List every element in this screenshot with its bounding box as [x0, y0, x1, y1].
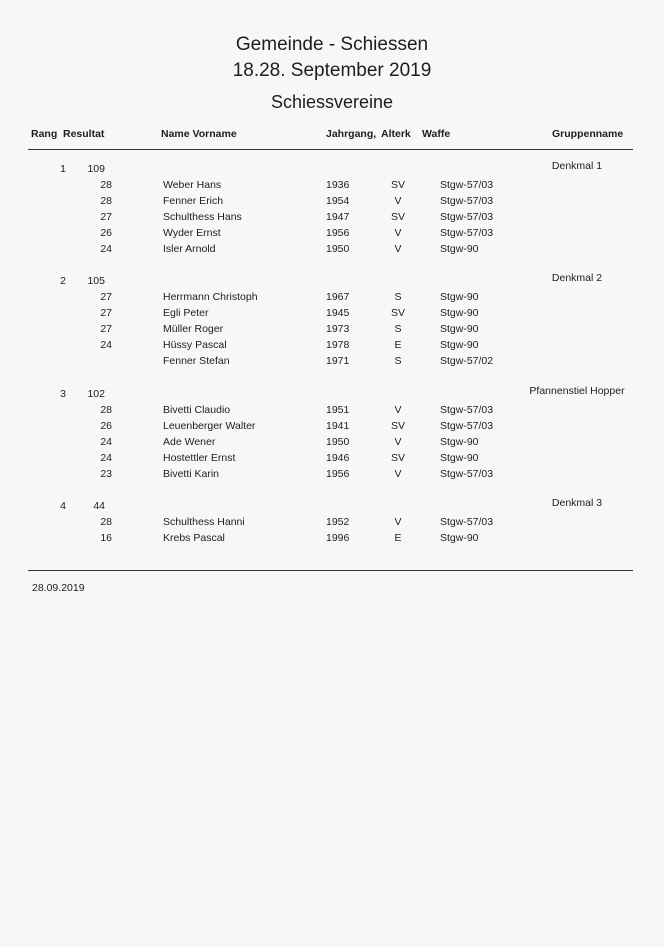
row-alterk: SV — [390, 211, 405, 223]
row-name: Hostettler Ernst — [163, 452, 236, 464]
row-resultat: 28 — [100, 179, 112, 191]
row-name: Ade Wener — [163, 436, 216, 448]
row-name: Fenner Stefan — [163, 355, 230, 367]
row-waffe: Stgw-57/03 — [440, 211, 494, 223]
row-waffe: Stgw-90 — [440, 291, 479, 303]
group-name: Denkmal 3 — [551, 497, 603, 509]
row-alterk: V — [394, 436, 402, 448]
header-resultat: Resultat — [63, 128, 105, 140]
row-jahrgang: 1947 — [326, 211, 350, 223]
row-waffe: Stgw-90 — [440, 323, 479, 335]
header-rule — [28, 149, 633, 150]
row-jahrgang: 1941 — [326, 420, 350, 432]
row-name: Bivetti Claudio — [163, 404, 231, 416]
row-waffe: Stgw-57/03 — [440, 195, 494, 207]
row-waffe: Stgw-57/03 — [440, 516, 494, 528]
row-jahrgang: 1973 — [326, 323, 350, 335]
header-alterk: Alterk — [381, 128, 411, 140]
group-rank: 1 — [60, 163, 66, 175]
row-name: Egli Peter — [163, 307, 209, 319]
header-name: Name Vorname — [161, 128, 237, 140]
group-rank: 3 — [60, 388, 66, 400]
row-jahrgang: 1952 — [326, 516, 350, 528]
row-resultat: 16 — [100, 532, 112, 544]
row-alterk: S — [394, 323, 402, 335]
title-line-1: Gemeinde - Schiessen — [235, 34, 429, 55]
row-alterk: V — [394, 404, 402, 416]
footer-rule — [28, 570, 633, 571]
row-jahrgang: 1936 — [326, 179, 350, 191]
subtitle: Schiessvereine — [270, 92, 394, 112]
row-waffe: Stgw-90 — [440, 532, 479, 544]
row-resultat: 26 — [100, 227, 112, 239]
row-resultat: 27 — [100, 323, 112, 335]
row-jahrgang: 1956 — [326, 227, 350, 239]
group-rank: 4 — [60, 500, 66, 512]
footer-date: 28.09.2019 — [32, 582, 85, 594]
row-resultat: 26 — [100, 420, 112, 432]
row-name: Leuenberger Walter — [163, 420, 256, 432]
row-name: Fenner Erich — [163, 195, 224, 207]
row-name: Bivetti Karin — [163, 468, 220, 480]
row-resultat: 24 — [100, 452, 112, 464]
header-rang: Rang — [31, 128, 58, 140]
header-waffe: Waffe — [422, 128, 451, 140]
row-resultat: 24 — [100, 436, 112, 448]
row-jahrgang: 1946 — [326, 452, 350, 464]
row-name: Isler Arnold — [163, 243, 216, 255]
row-jahrgang: 1996 — [326, 532, 350, 544]
header-gruppe: Gruppenname — [552, 128, 624, 140]
row-alterk: SV — [390, 420, 405, 432]
row-name: Wyder Ernst — [163, 227, 221, 239]
row-waffe: Stgw-57/02 — [440, 355, 494, 367]
row-waffe: Stgw-90 — [440, 307, 479, 319]
group-total: 44 — [93, 500, 105, 512]
row-waffe: Stgw-57/03 — [440, 404, 494, 416]
title-line-2: 18.28. September 2019 — [232, 60, 432, 81]
group-name: Pfannenstiel Hopper — [529, 385, 625, 397]
row-alterk: SV — [390, 452, 405, 464]
row-name: Herrmann Christoph — [163, 291, 258, 303]
row-waffe: Stgw-90 — [440, 436, 479, 448]
row-alterk: V — [394, 195, 402, 207]
group-total: 105 — [87, 275, 105, 287]
row-resultat: 27 — [100, 211, 112, 223]
row-jahrgang: 1954 — [326, 195, 350, 207]
row-alterk: V — [394, 516, 402, 528]
row-alterk: V — [394, 468, 402, 480]
row-alterk: SV — [390, 307, 405, 319]
group-rank: 2 — [60, 275, 66, 287]
row-jahrgang: 1945 — [326, 307, 350, 319]
row-alterk: SV — [390, 179, 405, 191]
row-waffe: Stgw-57/03 — [440, 468, 494, 480]
row-name: Hüssy Pascal — [163, 339, 227, 351]
row-resultat: 24 — [100, 339, 112, 351]
row-resultat: 27 — [100, 291, 112, 303]
row-waffe: Stgw-90 — [440, 339, 479, 351]
row-resultat: 28 — [100, 516, 112, 528]
row-name: Schulthess Hans — [163, 211, 242, 223]
header-jahrgang: Jahrgang, — [326, 128, 377, 140]
row-alterk: V — [394, 227, 402, 239]
row-resultat: 28 — [100, 404, 112, 416]
row-jahrgang: 1967 — [326, 291, 350, 303]
row-resultat: 23 — [100, 468, 112, 480]
row-alterk: S — [394, 291, 402, 303]
row-waffe: Stgw-90 — [440, 243, 479, 255]
row-jahrgang: 1951 — [326, 404, 350, 416]
row-alterk: E — [394, 339, 402, 351]
row-resultat: 27 — [100, 307, 112, 319]
group-name: Denkmal 1 — [551, 160, 603, 172]
row-resultat: 24 — [100, 243, 112, 255]
row-name: Schulthess Hanni — [163, 516, 245, 528]
row-jahrgang: 1971 — [326, 355, 350, 367]
row-jahrgang: 1978 — [326, 339, 350, 351]
row-alterk: S — [394, 355, 402, 367]
row-jahrgang: 1956 — [326, 468, 350, 480]
row-waffe: Stgw-90 — [440, 452, 479, 464]
row-jahrgang: 1950 — [326, 243, 350, 255]
row-alterk: V — [394, 243, 402, 255]
row-waffe: Stgw-57/03 — [440, 227, 494, 239]
group-total: 102 — [87, 388, 105, 400]
group-total: 109 — [87, 163, 105, 175]
row-name: Krebs Pascal — [163, 532, 225, 544]
row-jahrgang: 1950 — [326, 436, 350, 448]
row-name: Müller Roger — [163, 323, 224, 335]
row-name: Weber Hans — [163, 179, 222, 191]
row-waffe: Stgw-57/03 — [440, 420, 494, 432]
row-resultat: 28 — [100, 195, 112, 207]
row-waffe: Stgw-57/03 — [440, 179, 494, 191]
group-name: Denkmal 2 — [551, 272, 603, 284]
row-alterk: E — [394, 532, 402, 544]
